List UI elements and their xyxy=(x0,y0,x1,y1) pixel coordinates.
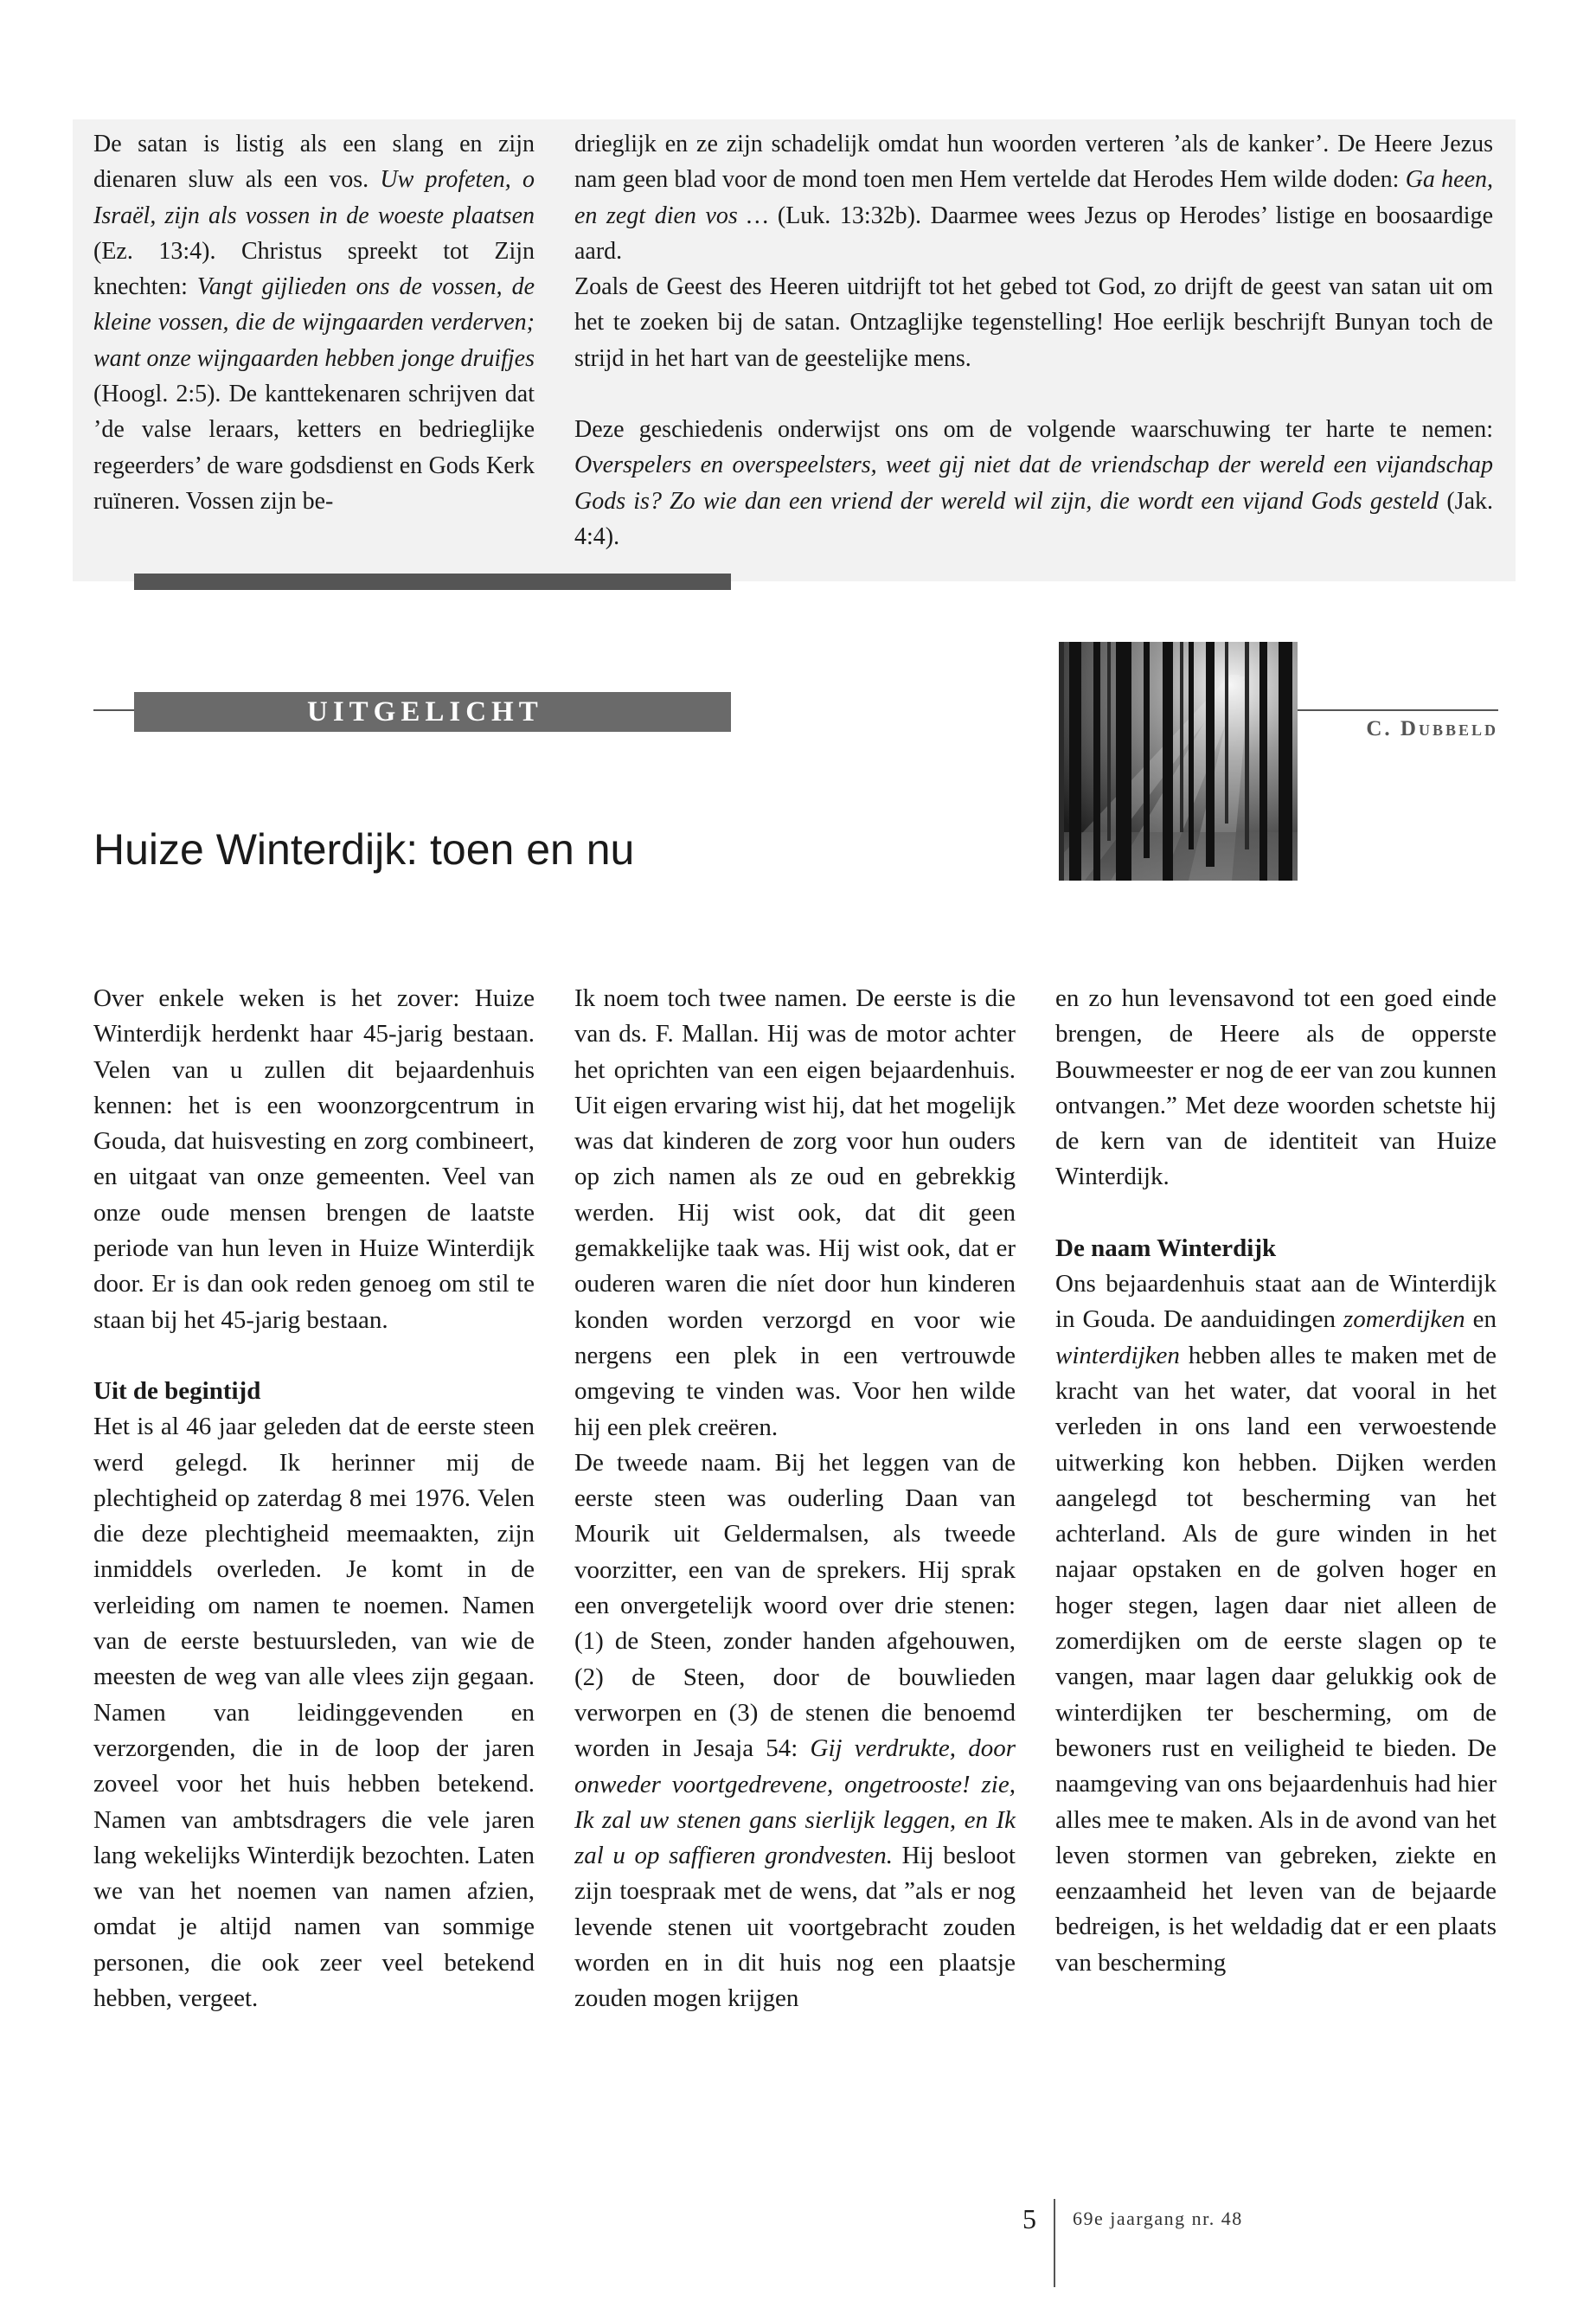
text-run: Het is al 46 jaar geleden dat de eerste steen werd gelegd. Ik herinner mij de plechtigheid op zaterdag 8 mei 1976. Velen die deze plechtigheid meemaakten, zijn inmiddels overleden. Je komt in de verleiding om namen te noemen. Namen van de eerste bestuursleden, van wie de meesten de weg van alle vlees zijn gegaan. Namen van leidinggevenden en verzorgenden, die in de loop der jaren zoveel voor het huis hebben betekend. Namen van ambtsdragers die vele jaren lang wekelijks Winterdijk bezochten. Laten we van het noemen van namen afzien, omdat je altijd namen van sommige personen, die ook zeer veel betekend hebben, vergeet. xyxy=(93,1413,535,2013)
page-number: 5 xyxy=(1022,2203,1036,2234)
paragraph-gap xyxy=(574,376,1493,412)
text-run: Hij besloot zijn toespraak met de wens, dat ”als er nog levende stenen uit voortgebracht zouden worden en in dit huis nog een plaatsje zouden mogen krijgen xyxy=(574,1842,1016,2013)
text-run: Over enkele weken is het zover: Huize Winterdijk herdenkt haar 45-jarig bestaan. Velen van u zullen dit bejaardenhuis kennen: het is een woonzorgcentrum in Gouda, dat huisvesting en zorg combineert, en uitgaat van onze gemeenten. Veel van onze oude mensen brengen de laatste periode van hun leven in Huize Winterdijk door. Er is dan ook reden genoeg om stil te staan bij het 45-jarig bestaan. xyxy=(93,984,535,1334)
text-run: en zo hun levensavond tot een goed einde brengen, de Heere als de opperste Bouwmeester er nog de eer van zou kunnen ontvangen.” Met deze woorden schetste hij de kern van de identiteit van Huize Winterdijk. xyxy=(1055,984,1497,1191)
forest-photo-icon xyxy=(1059,642,1298,881)
italic-text: zomerdijken xyxy=(1343,1305,1465,1334)
italic-text: Ga heen, en zegt dien vos … xyxy=(574,166,1493,229)
author-name: C. Dubbeld xyxy=(1366,717,1498,740)
paragraph-gap xyxy=(93,1338,535,1374)
header-rule-left xyxy=(93,709,135,711)
text-run: en xyxy=(1465,1305,1497,1334)
paragraph xyxy=(93,1409,535,2016)
text-run: hebben alles te maken met de kracht van het water, dat vooral in het verleden in ons land een verwoestende uitwerking kon hebben. Dijken werden aangelegd tot bescherming van het achterland. Als de gure winden in het najaar opstaken en de golven hoger en hoger stegen, lagen daar niet alleen de zomerdijken om de eerste slagen op te vangen, maar lagen daar gelukkig ook de winterdijken ter bescherming, om de bewoners rust en veiligheid te bieden. De naamgeving van ons bejaardenhuis had hier alles mee te maken. Als in de avond van het leven stormen van gebreken, ziekte en eenzaamheid het leven van de bejaarde bedreigen, is het weldadig dat er een plaats van bescherming xyxy=(1055,1341,1497,1977)
text-run: (Hoogl. 2:5). De kanttekenaren schrijven dat ’de valse leraars, ketters en bedrieglijke regeerders’ de ware godsdienst en Gods Kerk ruïneren. Vossen zijn be- xyxy=(93,381,535,515)
article-title: Huize Winterdijk: toen en nu xyxy=(93,825,635,874)
boxed-column-left xyxy=(93,126,535,519)
box-bottom-bar xyxy=(134,574,731,590)
text-run: Ons bejaardenhuis staat aan de Winterdijk in Gouda. De aanduidingen xyxy=(1055,1270,1497,1334)
text-run: (Ez. 13:4). Christus spreekt tot Zijn knechten: xyxy=(93,237,535,301)
text-run: drieglijk en ze zijn schadelijk omdat hun woorden verteren ’als de kanker’. De Heere Jezus nam geen blad voor de mond toen men Hem vertelde dat Herodes Hem wilde doden: xyxy=(574,131,1493,194)
italic-text: Overspelers en overspeelsters, weet gij niet dat de vriendschap der wereld een vijandschap Gods is? Zo wie dan een vriend der wereld wil zijn, die wordt een vijand Gods gesteld xyxy=(574,452,1493,515)
article-column-2 xyxy=(574,981,1016,2017)
subheading: Uit de begintijd xyxy=(93,1376,261,1405)
paragraph-gap xyxy=(1055,1195,1497,1231)
paragraph xyxy=(574,412,1493,554)
article-column-3 xyxy=(1055,981,1497,1981)
subheading: De naam Winterdijk xyxy=(1055,1234,1277,1262)
text-run: Deze geschiedenis onderwijst ons om de volgende waarschuwing ter harte te nemen: xyxy=(574,416,1493,444)
issue-label: 69e jaargang nr. 48 xyxy=(1073,2208,1243,2229)
article-column-1 xyxy=(93,981,535,2016)
paragraph xyxy=(574,1445,1016,2017)
text-run: Zoals de Geest des Heeren uitdrijft tot het gebed tot God, zo drijft de geest van satan uit om het te zoeken bij de satan. Ontzaglijke tegenstelling! Hoe eerlijk beschrijft Bunyan toch de strijd in het hart van de geestelijke mens. xyxy=(574,273,1493,372)
paragraph xyxy=(574,126,1493,269)
text-run: De tweede naam. Bij het leggen van de eerste steen was ouderling Daan van Mourik uit Geldermalsen, als tweede voorzitter, een van de sprekers. Hij sprak een onvergetelijk woord over drie stenen: (1) de Steen, zonder handen afgehouwen, (2) de Steen, door de bouwlieden verworpen en (3) de stenen die benoemd worden in Jesaja 54: xyxy=(574,1448,1016,1763)
italic-text: Uw profeten, o Israël, zijn als vossen in de woeste plaatsen xyxy=(93,166,535,229)
text-run: (Luk. 13:32b). Daarmee wees Jezus op Herodes’ listige en boosaardige aard. xyxy=(574,202,1493,265)
italic-text: Vangt gijlieden ons de vossen, de kleine vossen, die de wijngaarden verderven; want onze wijngaarden hebben jonge druifjes xyxy=(93,273,535,372)
text-run: (Jak. 4:4). xyxy=(574,487,1493,550)
text-run: Ik noem toch twee namen. De eerste is die van ds. F. Mallan. Hij was de motor achter het oprichten van een eigen bejaardenhuis. Uit eigen ervaring wist hij, dat het mogelijk was dat kinderen de zorg voor hun ouders op zich namen als ze oud en gebrekkig werden. Hij wist ook, dat dit geen gemakkelijke taak was. Hij wist ook, dat er ouderen waren die níet door hun kinderen konden worden verzorgd en voor wie nergens een plek in een vertrouwde omgeving te vinden was. Voor hen wilde hij een plek creëren. xyxy=(574,984,1016,1441)
paragraph xyxy=(1055,1266,1497,1981)
paragraph xyxy=(93,126,535,519)
italic-text: winterdijken xyxy=(1055,1341,1180,1369)
section-label: UITGELICHT xyxy=(134,692,731,732)
paragraph xyxy=(574,981,1016,1445)
boxed-column-right xyxy=(574,126,1493,554)
italic-text: Gij verdrukte, door onweder voortgedrevene, ongetrooste! zie, Ik zal uw stenen gans sierlijk leggen, en Ik zal u op saffieren grondvesten. xyxy=(574,1734,1016,1870)
footer-divider xyxy=(1054,2199,1055,2287)
paragraph xyxy=(1055,981,1497,1195)
paragraph xyxy=(574,269,1493,376)
text-run: De satan is listig als een slang en zijn dienaren sluw als een vos. xyxy=(93,131,535,194)
paragraph xyxy=(93,981,535,1338)
